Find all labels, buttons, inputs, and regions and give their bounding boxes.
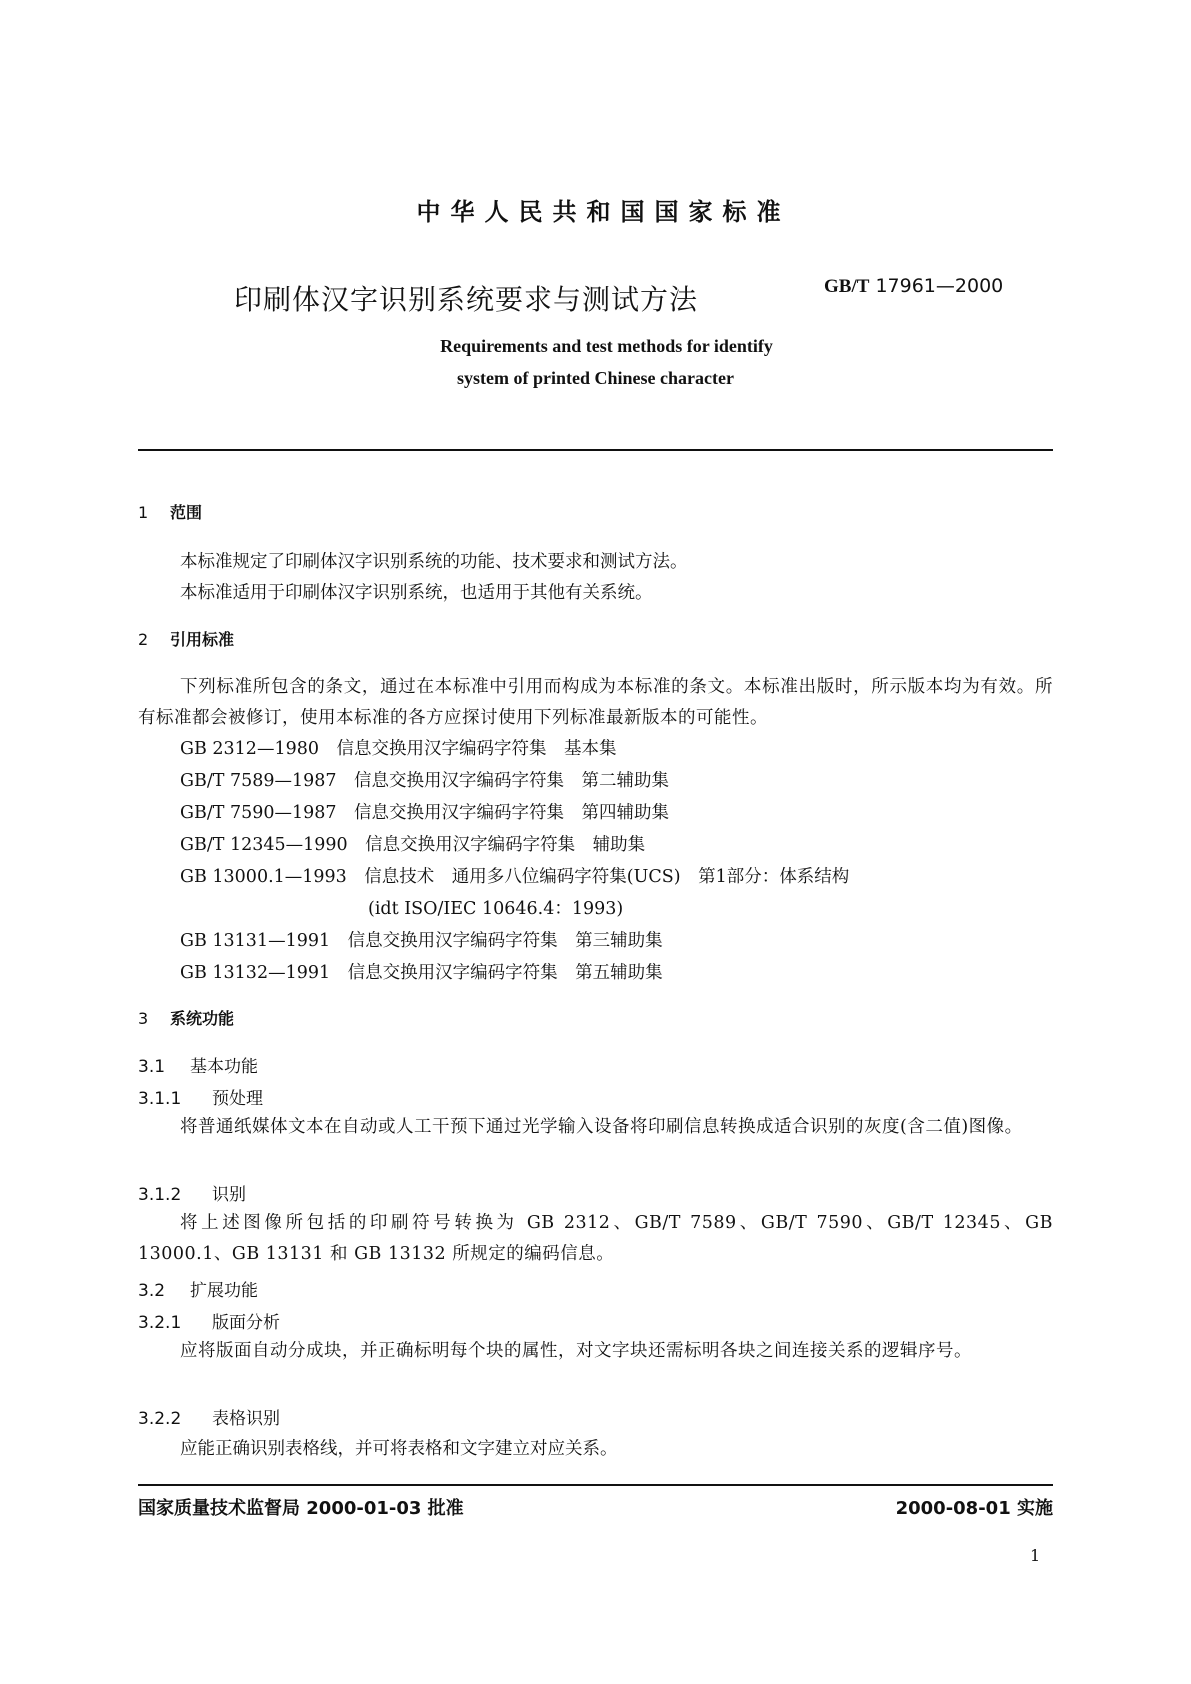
subsection-title: 预处理	[212, 1089, 263, 1109]
subsection-number: 3.2	[138, 1281, 166, 1301]
subsection-3-2-2-heading	[138, 1404, 280, 1429]
subsection-3-2-1-heading	[138, 1308, 280, 1333]
paragraph: 本标准规定了印刷体汉字识别系统的功能、技术要求和测试方法。	[180, 552, 688, 572]
subsection-number: 3.1.1	[138, 1089, 182, 1109]
section-title: 引用标准	[170, 630, 235, 649]
paragraph: 应将版面自动分成块，并正确标明每个块的属性，对文字块还需标明各块之间连接关系的逻辑序号。	[180, 1341, 972, 1361]
standard-code	[824, 275, 1003, 298]
reference-item: GB 2312—1980 信息交换用汉字编码字符集 基本集	[180, 739, 617, 759]
approval-line: 国家质量技术监督局 2000-01-03 批准	[138, 1498, 464, 1519]
subsection-number: 3.1	[138, 1057, 166, 1077]
section-number: 2	[138, 630, 149, 649]
footer-divider	[138, 1484, 1053, 1486]
subsection-3-1-2-heading	[138, 1180, 246, 1205]
subsection-number: 3.1.2	[138, 1185, 182, 1205]
subsection-title: 表格识别	[212, 1409, 280, 1429]
subsection-number: 3.2.2	[138, 1409, 182, 1429]
paragraph: 将普通纸媒体文本在自动或人工干预下通过光学输入设备将印刷信息转换成适合识别的灰度(含二值)图像。	[180, 1117, 1023, 1137]
paragraph: 下列标准所包含的条文，通过在本标准中引用而构成为本标准的条文。本标准出版时，所示版本均为有效。所有标准都会被修订，使用本标准的各方应探讨使用下列标准最新版本的可能性。	[138, 677, 1053, 728]
effective-date: 2000-08-01 实施	[895, 1498, 1053, 1519]
standard-code-number: 17961—2000	[875, 275, 1004, 297]
document-title-en-line2: system of printed Chinese character	[457, 368, 734, 388]
reference-item-continuation: (idt ISO/IEC 10646.4：1993)	[368, 899, 624, 919]
document-title-zh: 印刷体汉字识别系统要求与测试方法	[234, 283, 699, 316]
reference-item: GB/T 7589—1987 信息交换用汉字编码字符集 第二辅助集	[180, 771, 670, 791]
paragraph: 将上述图像所包括的印刷符号转换为 GB 2312、GB/T 7589、GB/T 7590、GB/T 12345、GB 13000.1、GB 13131 和 GB 13132 所规定的编码信息。	[138, 1213, 1053, 1264]
reference-item: GB 13131—1991 信息交换用汉字编码字符集 第三辅助集	[180, 931, 663, 951]
reference-item: GB/T 7590—1987 信息交换用汉字编码字符集 第四辅助集	[180, 803, 670, 823]
subsection-number: 3.2.1	[138, 1313, 182, 1333]
subsection-3-1-heading	[138, 1052, 258, 1077]
subsection-3-2-heading	[138, 1276, 258, 1301]
section-title: 范围	[170, 503, 203, 522]
reference-item: GB/T 12345—1990 信息交换用汉字编码字符集 辅助集	[180, 835, 646, 855]
subsection-title: 版面分析	[212, 1313, 280, 1333]
paragraph: 本标准适用于印刷体汉字识别系统，也适用于其他有关系统。	[180, 583, 653, 603]
section-number: 3	[138, 1009, 149, 1028]
subsection-3-1-1-heading	[138, 1084, 263, 1109]
header-divider	[138, 449, 1053, 451]
section-number: 1	[138, 503, 149, 522]
national-standard-heading: 中华人民共和国国家标准	[416, 198, 791, 226]
section-3-heading	[138, 1006, 234, 1029]
document-title-en-line1: Requirements and test methods for identify	[440, 336, 773, 356]
page-number: 1	[1030, 1546, 1041, 1565]
section-1-heading	[138, 500, 202, 523]
paragraph: 应能正确识别表格线，并可将表格和文字建立对应关系。	[180, 1439, 618, 1459]
reference-item: GB 13000.1—1993 信息技术 通用多八位编码字符集(UCS) 第1部分：体系结构	[180, 867, 850, 887]
section-title: 系统功能	[170, 1009, 235, 1028]
reference-item: GB 13132—1991 信息交换用汉字编码字符集 第五辅助集	[180, 963, 663, 983]
subsection-title: 识别	[212, 1185, 246, 1205]
section-2-heading	[138, 627, 234, 650]
standard-code-prefix: GB/T	[824, 276, 870, 297]
subsection-title: 扩展功能	[190, 1281, 258, 1301]
subsection-title: 基本功能	[190, 1057, 258, 1077]
